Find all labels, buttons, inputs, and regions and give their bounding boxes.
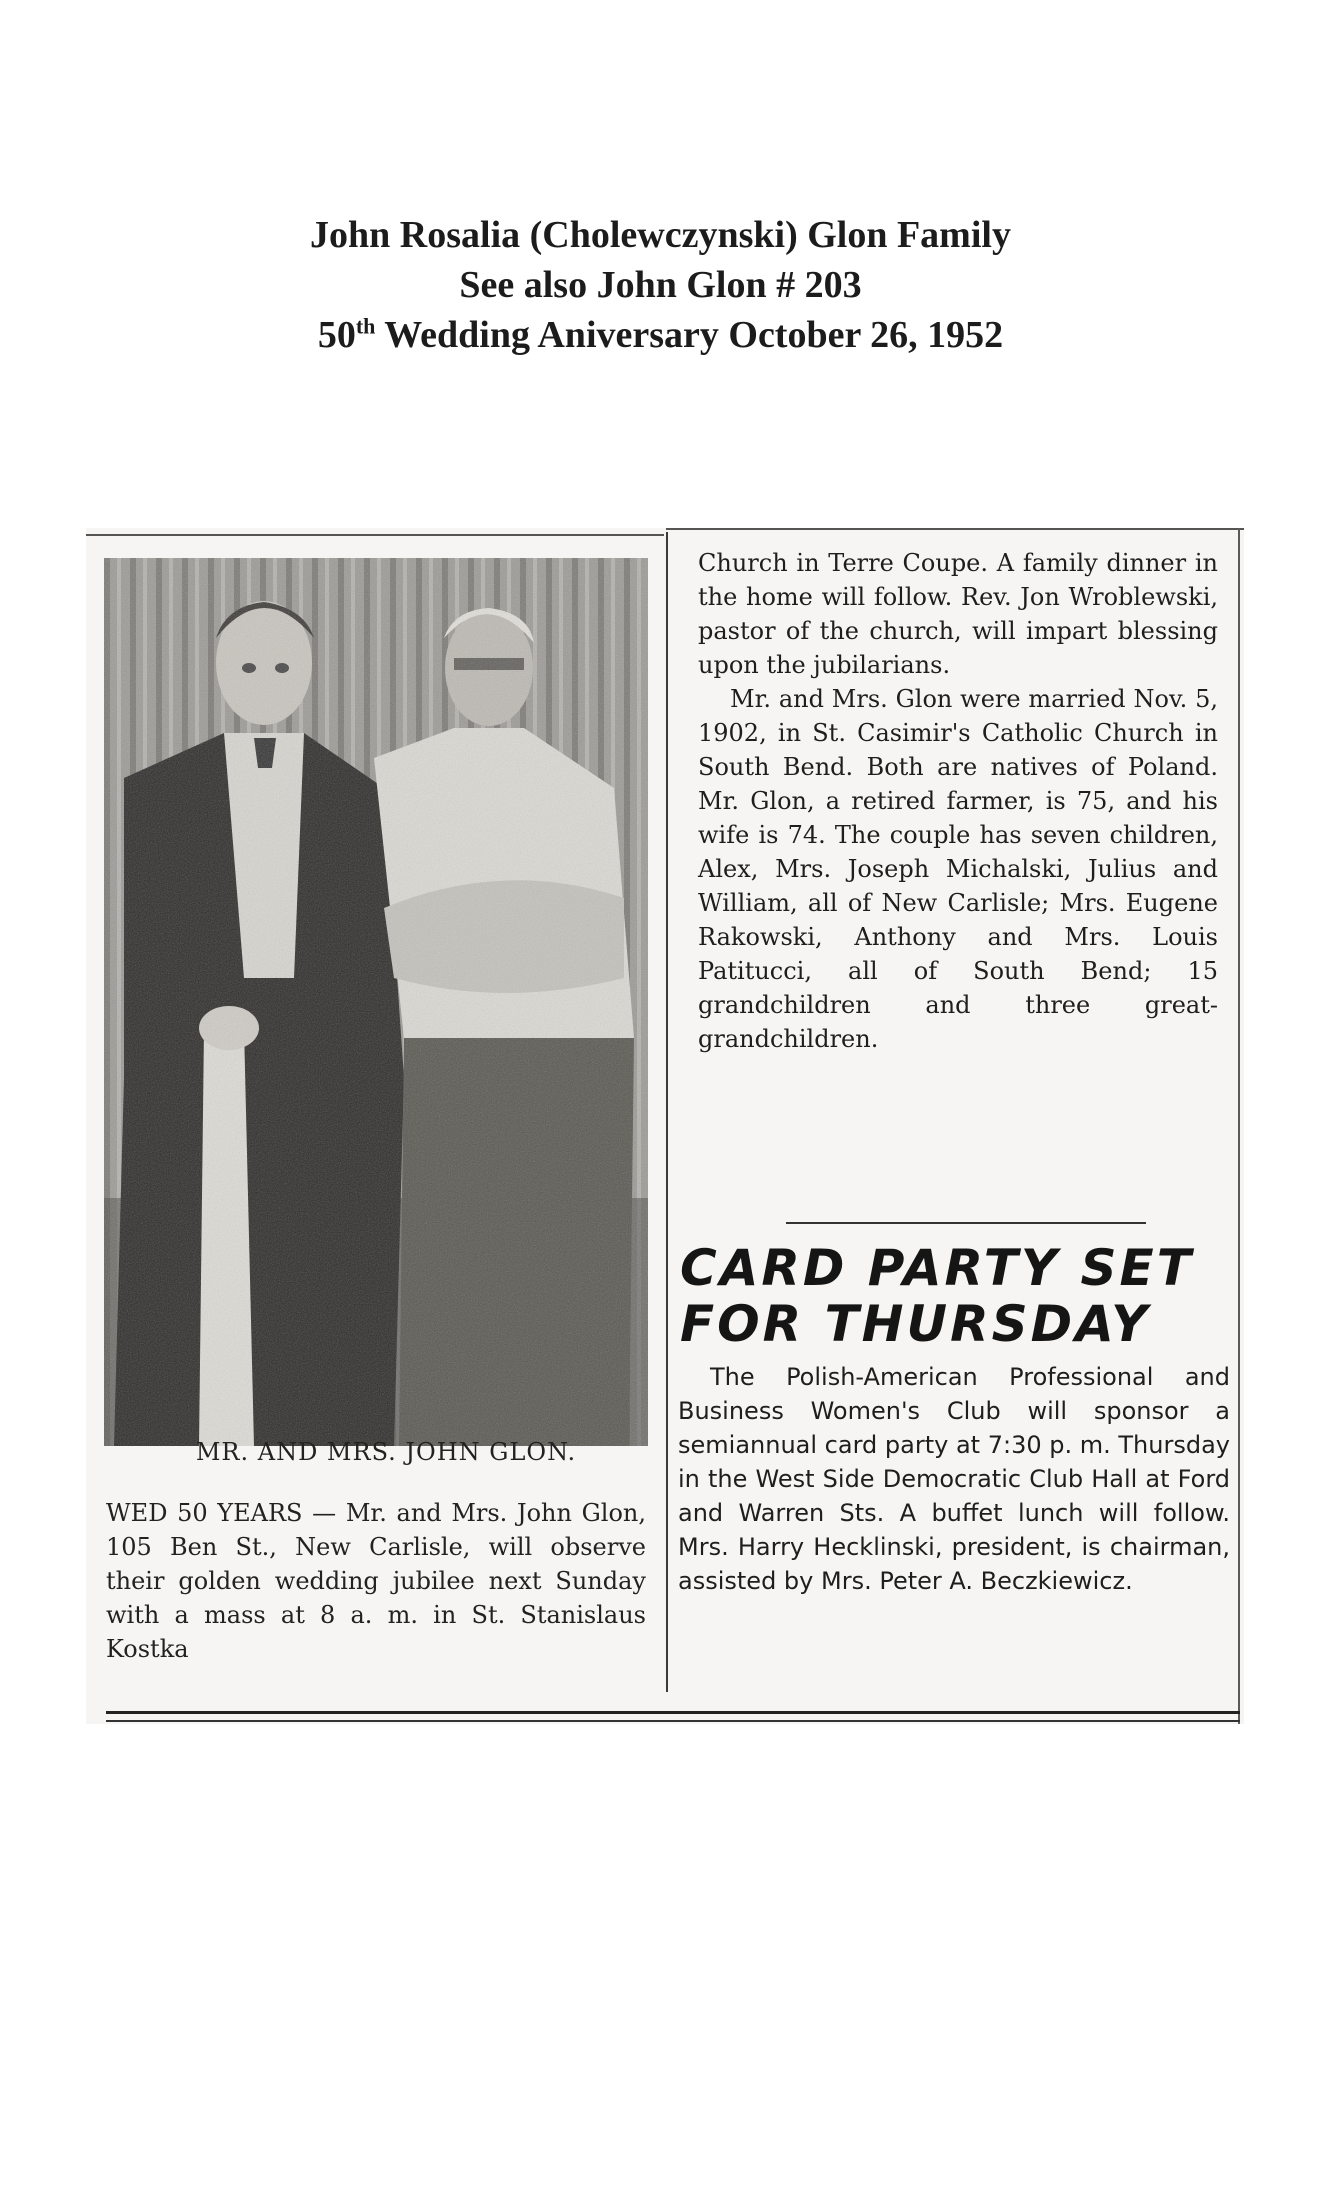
card-party-paragraph: The Polish-American Professional and Business Women's Club will sponsor a semiannual card party at 7:30 p. m. Thursday in the West Side Democratic Club Hall at Ford and Warren Sts. A buffet lunch will follow. Mrs. Harry Hecklinski, president, is chairman, assisted by Mrs. Peter A. Beczkiewicz. (678, 1363, 1230, 1595)
couple-photo (104, 558, 648, 1446)
clipping-bottom-rule-2 (106, 1720, 1240, 1722)
right-column-paragraph-2: Mr. and Mrs. Glon were married Nov. 5, 1902, in St. Casimir's Catholic Church in South Bend. Both are natives of Poland. Mr. Glon, a retired farmer, is 75, and his wife is 74. The couple has seven children, Alex, Mrs. Joseph Michalski, Julius and William, all of New Carlisle; Mrs. Eugene Rakowski, Anthony and Mrs. Louis Patitucci, all of South Bend; 15 grandchildren and three great-grandchildren. (698, 685, 1218, 1053)
newspaper-clipping (86, 528, 1244, 1724)
clipping-right-edge (1238, 528, 1240, 1724)
right-column-paragraph-1: Church in Terre Coupe. A family dinner in the home will follow. Rev. Jon Wroblewski, pastor of the church, will impart blessing upon the jubilarians. (698, 549, 1218, 679)
card-party-headline (680, 1240, 1240, 1352)
left-column-text: WED 50 YEARS — Mr. and Mrs. John Glon, 105 Ben St., New Carlisle, will observe their golden wedding jubilee next Sunday with a mass at 8 a. m. in St. Stanislaus Kostka (106, 1499, 646, 1663)
card-party-text (678, 1360, 1230, 1598)
card-party-headline-line-1: CARD PARTY SET (680, 1239, 1194, 1297)
right-column-text (698, 546, 1218, 1056)
heading-ordinal-number: 50 (317, 314, 356, 356)
card-party-headline-line-2: FOR THURSDAY (680, 1295, 1151, 1353)
heading-line-3 (0, 310, 1321, 360)
clipping-top-rule-left (86, 534, 664, 536)
couple-photo-image (104, 558, 648, 1446)
clipping-bottom-rule-1 (106, 1711, 1240, 1714)
clipping-top-rule-right (666, 528, 1244, 530)
heading-line-2: See also John Glon # 203 (459, 264, 862, 306)
column-divider (666, 532, 668, 1692)
heading-line-1: John Rosalia (Cholewczynski) Glon Family (310, 214, 1011, 256)
page-heading (0, 210, 1321, 360)
article-separator-rule (786, 1222, 1146, 1224)
photo-caption: MR. AND MRS. JOHN GLON. (195, 1438, 577, 1466)
heading-ordinal-suffix: th (355, 313, 376, 339)
heading-line-3-rest: Wedding Aniversary October 26, 1952 (384, 314, 1004, 356)
